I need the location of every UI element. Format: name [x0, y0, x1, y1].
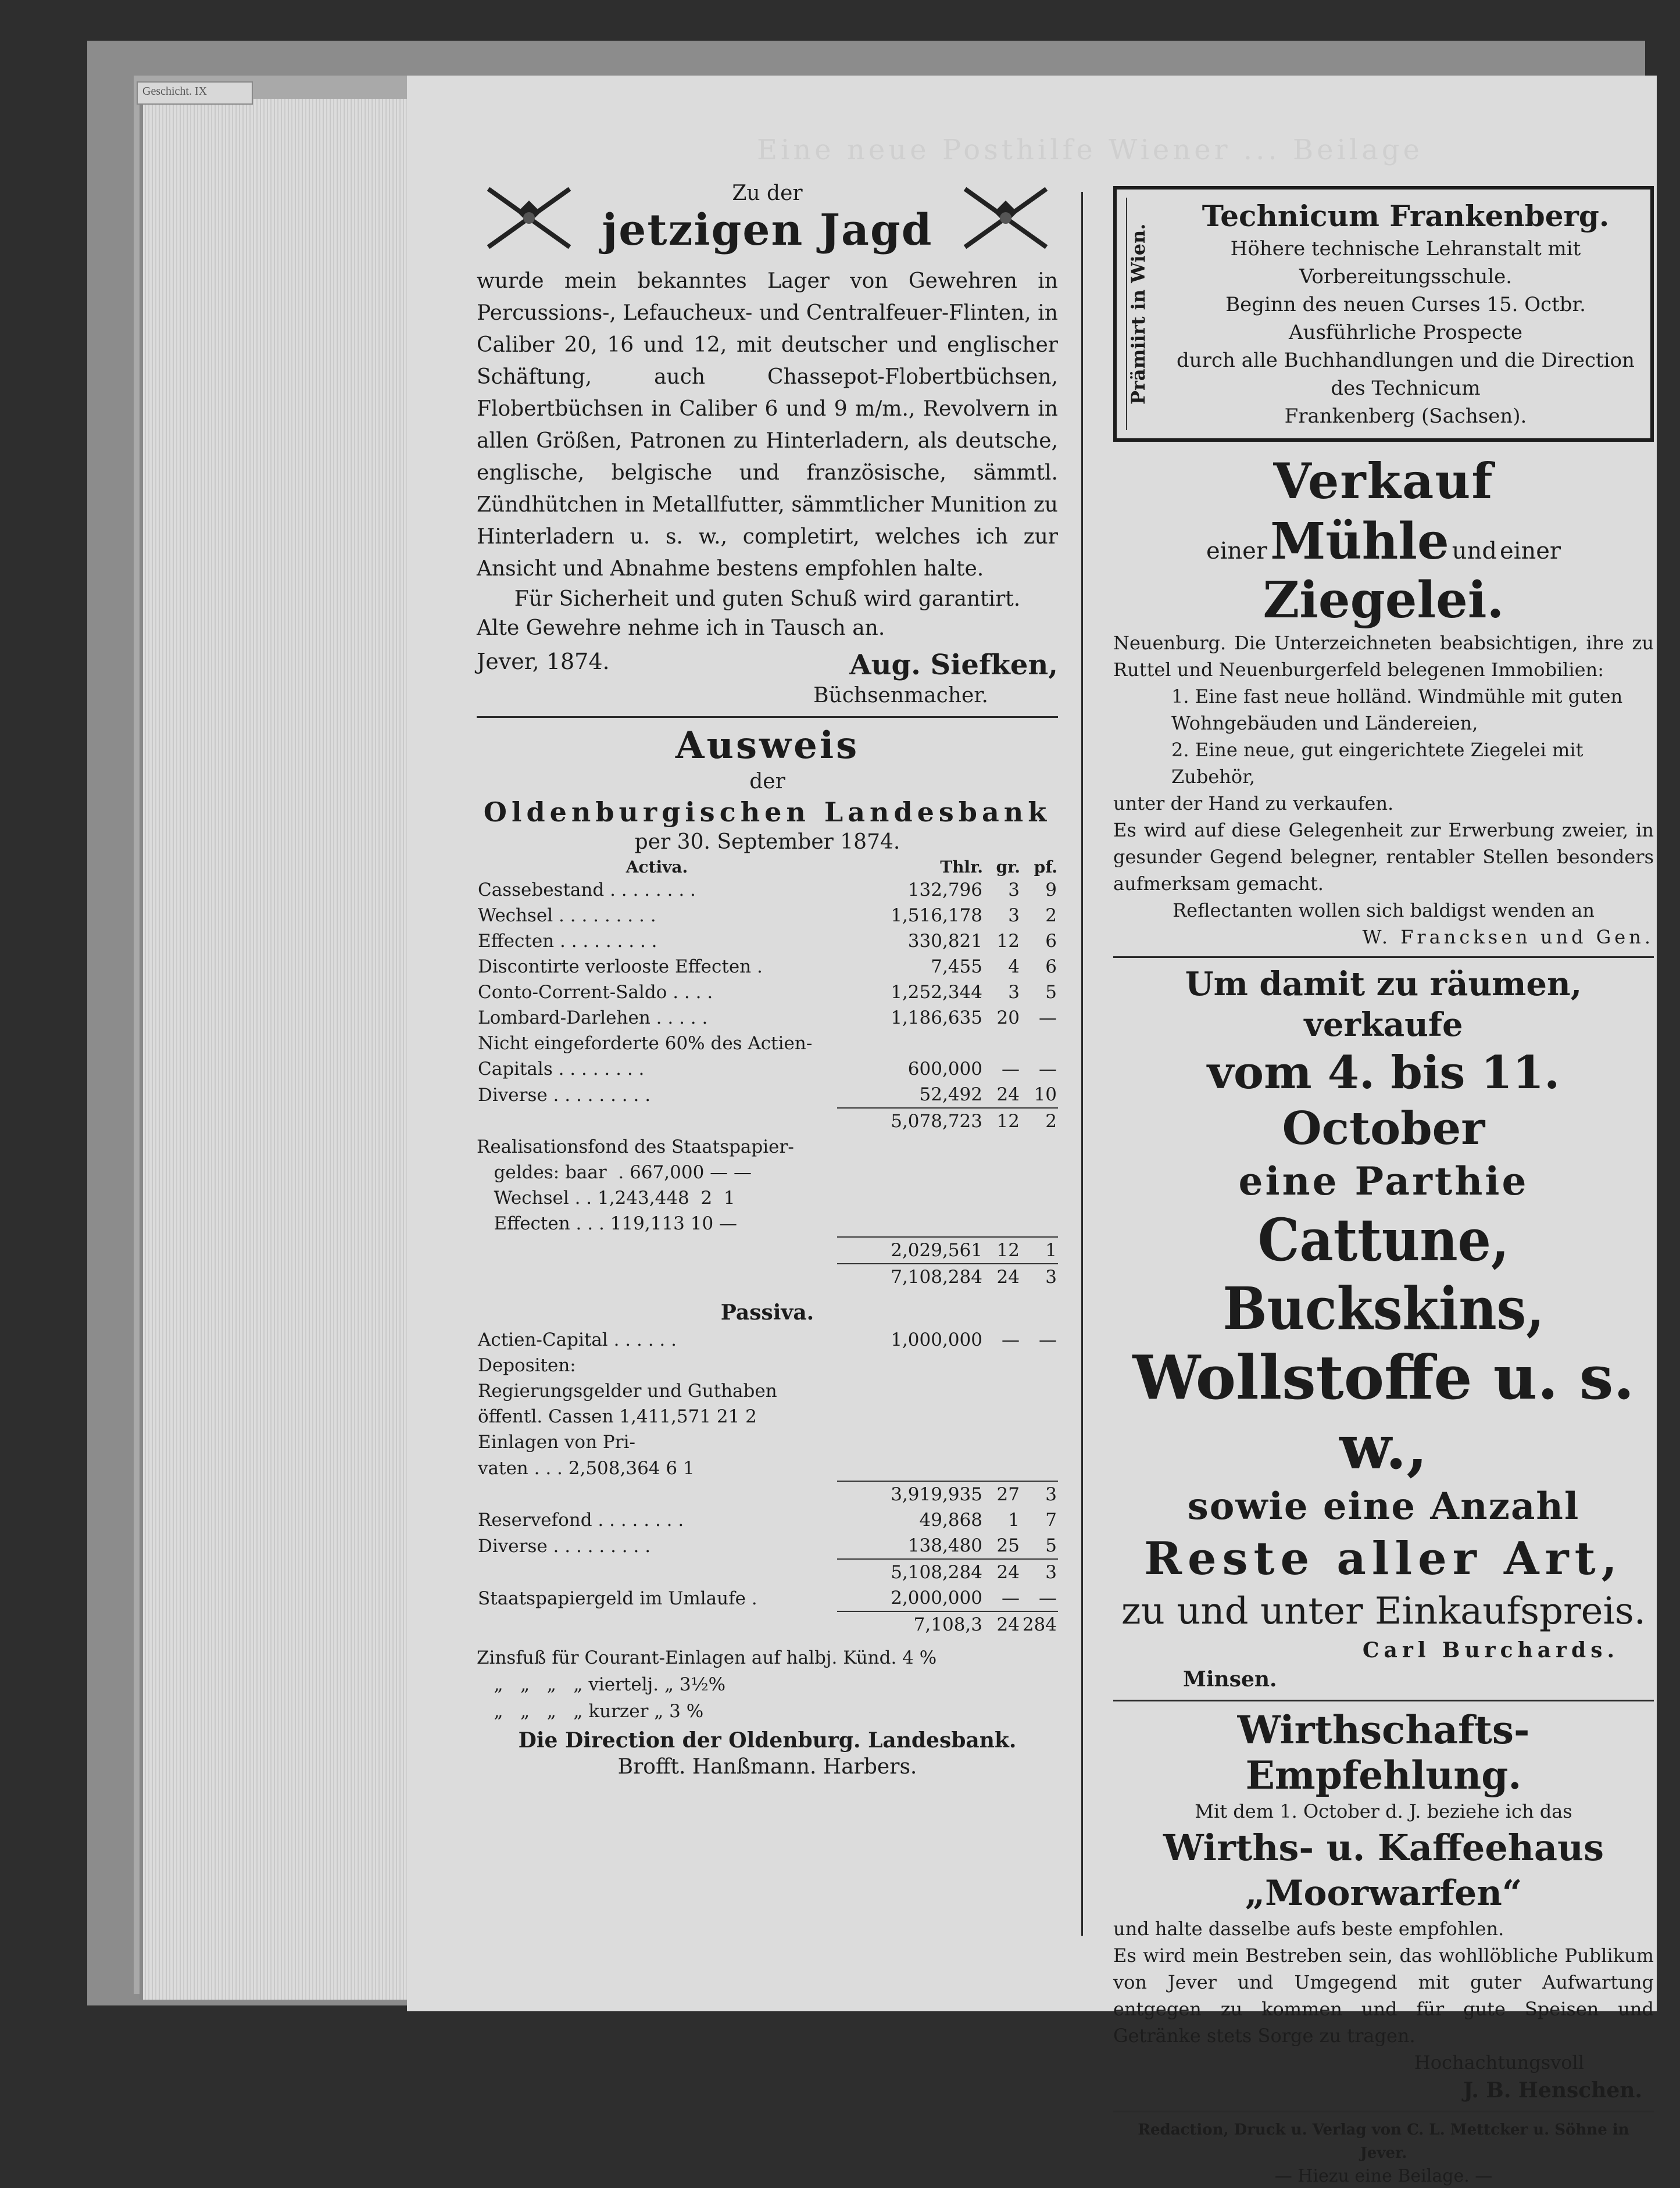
- verkauf-und: und: [1452, 538, 1497, 564]
- passiva-row: [477, 1507, 1058, 1533]
- activa-row-thlr: 1,186,635: [891, 1007, 982, 1028]
- show-through-text: Eine neue Posthilfe Wiener ... Beilage: [756, 134, 1424, 166]
- passiva-row-pf: [1021, 1404, 1058, 1429]
- activa-row-label: Capitals . . . . . . . .: [478, 1059, 645, 1079]
- passiva-row-label: vaten . . . 2,508,364 6 1: [478, 1457, 695, 1479]
- passiva-row-gr: —: [1002, 1329, 1020, 1350]
- award-label: Prämiirt in Wien.: [1126, 198, 1162, 430]
- jagd-exchange: Alte Gewehre nehme ich in Tausch an.: [477, 616, 885, 640]
- activa-row: [477, 903, 1058, 928]
- verkauf-muehle: Mühle: [1270, 512, 1449, 571]
- col-thlr: Thlr.: [940, 857, 983, 877]
- activa-row: [477, 954, 1058, 979]
- passiva-row-label: Einlagen von Pri-: [478, 1432, 635, 1453]
- passiva-row-pf: [1021, 1455, 1058, 1481]
- passiva-row-label: Depositen:: [478, 1355, 576, 1376]
- technicum-line: Höhere technische Lehranstalt mit Vorbereitungsschule.: [1230, 237, 1581, 288]
- impressum: [1113, 2118, 1654, 2188]
- impressum-line-1: Redaction, Druck u. Verlag von C. L. Mettcker u. Söhne in Jever.: [1138, 2121, 1629, 2162]
- activa-row-thlr: 1,252,344: [891, 982, 982, 1003]
- activa-row-thlr: 132,796: [907, 880, 982, 900]
- activa-row-gr: 3: [1008, 982, 1020, 1003]
- passiva-row: [477, 1378, 1058, 1404]
- passiva-row-thlr: [837, 1455, 984, 1481]
- column-divider: [1081, 192, 1083, 1936]
- cattune-line-5: Wollstoffe u. s. w.,: [1132, 1342, 1635, 1483]
- passiva-row-gr: [984, 1404, 1021, 1429]
- activa-row-pf: 6: [1045, 931, 1057, 952]
- activa-row-gr: [984, 1031, 1021, 1056]
- passiva-row-gr: [984, 1429, 1021, 1455]
- passiva-row: [477, 1353, 1058, 1378]
- wirthschaft-body-1: und halte dasselbe aufs beste empfohlen.: [1113, 1918, 1504, 1940]
- activa-total: 7,108,284 24 3: [477, 1264, 1058, 1290]
- activa-row-gr: 3: [1008, 880, 1020, 900]
- jagd-profession: Büchsenmacher.: [813, 684, 988, 707]
- activa-row: [477, 928, 1058, 954]
- ausweis-title: Ausweis: [675, 724, 860, 767]
- technicum-line: Ausführliche Prospecte: [1289, 321, 1522, 344]
- cattune-line-6: sowie eine Anzahl: [1187, 1485, 1580, 1528]
- wirthschaft-regards: Hochachtungsvoll: [1414, 2051, 1584, 2073]
- section-rule: [477, 716, 1058, 718]
- bank-direction: Die Direction der Oldenburg. Landesbank.: [518, 1728, 1017, 1753]
- verkauf-advert: [1113, 452, 1654, 950]
- ausweis-statement: [477, 724, 1058, 1782]
- jagd-intro: Zu der: [732, 181, 803, 205]
- spine-label: Geschicht. IX: [137, 81, 253, 105]
- technicum-advert: [1113, 186, 1654, 442]
- realisation-line: geldes: baar . 667,000 — —: [477, 1162, 752, 1183]
- passiva-row-label: Regierungsgelder und Guthaben: [478, 1381, 777, 1402]
- passiva-row-gr: 25: [996, 1535, 1020, 1556]
- activa-row-label: Nicht eingeforderte 60% des Actien-: [478, 1033, 813, 1054]
- passiva-row-thlr: 1,000,000: [891, 1329, 982, 1350]
- right-column: [1113, 186, 1654, 2188]
- activa-row-pf: 5: [1045, 982, 1057, 1003]
- activa-totals: [477, 1236, 1058, 1290]
- activa-row-label: Effecten . . . . . . . . .: [478, 931, 657, 952]
- interest-rates: [477, 1644, 1058, 1725]
- activa-row-thlr: 600,000: [907, 1059, 982, 1079]
- impressum-line-2: — Hiezu eine Beilage. —: [1274, 2166, 1493, 2186]
- wirthschaft-name: J. B. Henschen.: [1463, 2078, 1642, 2103]
- activa-row-pf: —: [1039, 1007, 1057, 1028]
- wirthschaft-body-2: Es wird mein Bestreben sein, das wohllöbliche Publikum von Jever und Umgegend mit guter Aufwartung entgegen zu kommen und für gute Speisen und Getränke stets Sorge zu tragen.: [1113, 1944, 1654, 2047]
- verkauf-hand: unter der Hand zu verkaufen.: [1113, 792, 1394, 814]
- activa-row: [477, 979, 1058, 1005]
- interest-rate-line: „ „ „ „ kurzer „ 3 %: [477, 1701, 704, 1722]
- ausweis-date: per 30. September 1874.: [634, 830, 900, 854]
- passiva-row: [477, 1533, 1058, 1559]
- passiva-row-label: Reservefond . . . . . . . .: [478, 1510, 684, 1531]
- technicum-line: Beginn des neuen Curses 15. Octbr.: [1225, 293, 1586, 316]
- activa-row: [477, 1031, 1058, 1056]
- activa-row-gr: 4: [1008, 956, 1020, 977]
- page-edges: [140, 99, 416, 2000]
- col-pf: pf.: [1034, 857, 1057, 877]
- passiva-table: [477, 1327, 1058, 1638]
- activa-row-pf: 2: [1045, 905, 1057, 926]
- wirthschaft-advert: [1113, 1707, 1654, 2105]
- verkauf-intro: Neuenburg. Die Unterzeichneten beabsichtigen, ihre zu Ruttel und Neuenburgerfeld belegenen Immobilien:: [1113, 632, 1654, 681]
- activa-subtotal: 5,078,723 12 2: [477, 1108, 1058, 1134]
- passiva-heading: Passiva.: [720, 1300, 814, 1325]
- passiva-row: [477, 1429, 1058, 1455]
- cattune-line-3: eine Parthie: [1238, 1159, 1529, 1204]
- activa-row: [477, 1005, 1058, 1031]
- activa-table: [477, 857, 1058, 1134]
- cattune-advert: [1113, 964, 1654, 1694]
- technicum-line: Frankenberg (Sachsen).: [1284, 405, 1527, 428]
- passiva-row-gr: [984, 1378, 1021, 1404]
- verkauf-ziegelei: Ziegelei.: [1263, 571, 1504, 630]
- activa-row-gr: —: [1002, 1059, 1020, 1079]
- activa-row-label: Conto-Corrent-Saldo . . . .: [478, 982, 713, 1003]
- passiva-row-thlr: [837, 1404, 984, 1429]
- activa-row-thlr: 330,821: [907, 931, 982, 952]
- passiva-sum: 5,108,284 24 3: [477, 1559, 1058, 1585]
- activa-row-pf: 6: [1045, 956, 1057, 977]
- bank-signers: Brofft. Hanßmann. Harbers.: [617, 1755, 917, 1779]
- passiva-row-thlr: [837, 1353, 984, 1378]
- passiva-row-pf: [1021, 1429, 1058, 1455]
- wirthschaft-title: Wirthschafts-Empfehlung.: [1237, 1707, 1530, 1798]
- verkauf-reflectants: Reflectanten wollen sich baldigst wenden an: [1173, 899, 1595, 921]
- jagd-advert: [477, 174, 1058, 710]
- deposits-sum: 3,919,935 27 3: [477, 1481, 1058, 1507]
- activa-row: [477, 1056, 1058, 1082]
- activa-row-gr: 3: [1008, 905, 1020, 926]
- realisation-block: [477, 1134, 1058, 1236]
- passiva-row-pf: [1021, 1378, 1058, 1404]
- cattune-line-1: Um damit zu räumen, verkaufe: [1185, 965, 1582, 1044]
- realisation-line: Effecten . . . 119,113 10 —: [477, 1213, 738, 1234]
- passiva-row-label: öffentl. Cassen 1,411,571 21 2: [478, 1406, 757, 1427]
- bank-name: Oldenburgischen Landesbank: [483, 796, 1052, 828]
- passiva-row-pf: 7: [1045, 1510, 1057, 1531]
- cattune-line-7: Reste aller Art,: [1144, 1532, 1623, 1585]
- realisation-line: Realisationsfond des Staatspapier-: [477, 1136, 794, 1157]
- left-column: [477, 174, 1058, 1782]
- activa-row-thlr: [837, 1031, 984, 1056]
- staatspapier-row: Staatspapiergeld im Umlaufe . 2,000,000 — —: [478, 1588, 1057, 1609]
- verkauf-note: Es wird auf diese Gelegenheit zur Erwerbung zweier, in gesunder Gegend belegner, rentabler Stellen besonders aufmerksam gemacht.: [1113, 819, 1654, 895]
- activa-row-thlr: 7,455: [931, 956, 982, 977]
- crossed-rifles-icon: [953, 183, 1058, 253]
- activa-row: [477, 1082, 1058, 1108]
- wirthschaft-intro: Mit dem 1. October d. J. beziehe ich das: [1195, 1800, 1572, 1822]
- passiva-row-thlr: [837, 1429, 984, 1455]
- verkauf-einer-2: einer: [1500, 538, 1561, 564]
- passiva-row-label: Actien-Capital . . . . . .: [478, 1329, 677, 1350]
- moorwarfen-name: „Moorwarfen“: [1245, 1873, 1522, 1914]
- passiva-row: [477, 1404, 1058, 1429]
- activa-row-pf: 10: [1034, 1084, 1057, 1105]
- verkauf-firm: W. Francksen und Gen.: [1362, 926, 1654, 948]
- activa-row-label: Wechsel . . . . . . . . .: [478, 905, 656, 926]
- section-rule: [1113, 2111, 1654, 2112]
- col-gr: gr.: [996, 857, 1020, 877]
- jagd-signature: Aug. Siefken,: [849, 649, 1058, 681]
- passiva-row-thlr: 138,480: [907, 1535, 982, 1556]
- activa-row-gr: 20: [996, 1007, 1020, 1028]
- activa-row-label: Cassebestand . . . . . . . .: [478, 880, 696, 900]
- passiva-row-gr: 1: [1008, 1510, 1020, 1531]
- passiva-row-thlr: 49,868: [919, 1510, 982, 1531]
- section-rule: [1113, 956, 1654, 958]
- activa-row-gr: 12: [996, 931, 1020, 952]
- activa-row-gr: 24: [996, 1084, 1020, 1105]
- section-rule: [1113, 1700, 1654, 1701]
- activa-row-thlr: 1,516,178: [891, 905, 982, 926]
- jagd-title: jetzigen Jagd: [602, 205, 933, 255]
- realisation-sum: 2,029,561 12 1: [477, 1237, 1058, 1264]
- activa-row-pf: [1021, 1031, 1058, 1056]
- passiva-row-pf: 5: [1045, 1535, 1057, 1556]
- passiva-row-label: Diverse . . . . . . . . .: [478, 1535, 651, 1557]
- verkauf-item-1: 1. Eine fast neue holländ. Windmühle mit guten Wohngebäuden und Ländereien,: [1171, 685, 1623, 734]
- verkauf-item-2: 2. Eine neue, gut eingerichtete Ziegelei mit Zubehör,: [1171, 739, 1584, 788]
- cattune-place: Minsen.: [1183, 1667, 1277, 1692]
- crossed-rifles-icon: [477, 183, 581, 253]
- passiva-row: [477, 1327, 1058, 1353]
- activa-row: [477, 877, 1058, 903]
- passiva-total: 7,108,3 24 284: [477, 1611, 1058, 1638]
- technicum-line: durch alle Buchhandlungen und die Direction des Technicum: [1177, 349, 1635, 400]
- activa-row-thlr: 52,492: [919, 1084, 982, 1105]
- activa-row-pf: 9: [1045, 880, 1057, 900]
- activa-row-label: Discontirte verlooste Effecten .: [478, 956, 763, 977]
- interest-rate-line: „ „ „ „ viertelj. „ 3½%: [477, 1674, 726, 1695]
- passiva-row-pf: —: [1039, 1329, 1057, 1350]
- cattune-line-2: vom 4. bis 11. October: [1207, 1046, 1560, 1155]
- passiva-row-gr: [984, 1455, 1021, 1481]
- verkauf-einer: einer: [1206, 538, 1267, 564]
- passiva-row-pf: [1021, 1353, 1058, 1378]
- activa-row-label: Diverse . . . . . . . . .: [478, 1084, 651, 1106]
- realisation-line: Wechsel . . 1,243,448 2 1: [477, 1188, 735, 1209]
- cattune-line-8: zu und unter Einkaufspreis.: [1121, 1590, 1646, 1633]
- activa-row-pf: —: [1039, 1059, 1057, 1079]
- verkauf-title: Verkauf: [1273, 452, 1494, 510]
- kaffeehaus-name: Wirths- u. Kaffeehaus: [1163, 1826, 1604, 1869]
- activa-row-label: Lombard-Darlehen . . . . .: [478, 1007, 708, 1028]
- jagd-place-year: Jever, 1874.: [477, 649, 610, 674]
- interest-rate-line: Zinsfuß für Courant-Einlagen auf halbj. Künd. 4 %: [477, 1647, 937, 1668]
- cattune-line-4: Cattune, Buckskins,: [1223, 1206, 1545, 1343]
- technicum-title: Technicum Frankenberg.: [1202, 199, 1610, 233]
- jagd-guarantee: Für Sicherheit und guten Schuß wird garantirt.: [514, 587, 1021, 611]
- jagd-body: wurde mein bekanntes Lager von Gewehren in Percussions-, Lefaucheux- und Centralfeuer-Flinten, in Caliber 20, 16 und 12, mit deutscher und englischer Schäftung, auch Chassepot-Flobertbüchsen, Flobertbüchsen in Caliber 6 und 9 m/m., Revolvern in allen Größen, Patronen zu Hinterladern, als deutsche, englische, belgische und französische, sämmtl. Zündhütchen in Metallfutter, sämmtlicher Munition zu Hinterladern u. s. w., completirt, welches ich zur Ansicht und Abnahme bestens empfohlen halte.: [477, 269, 1058, 581]
- passiva-row-gr: [984, 1353, 1021, 1378]
- passiva-row-thlr: [837, 1378, 984, 1404]
- cattune-seller: Carl Burchards.: [1362, 1638, 1619, 1663]
- activa-heading: Activa.: [625, 857, 688, 877]
- ausweis-der: der: [749, 770, 785, 793]
- passiva-row: [477, 1455, 1058, 1481]
